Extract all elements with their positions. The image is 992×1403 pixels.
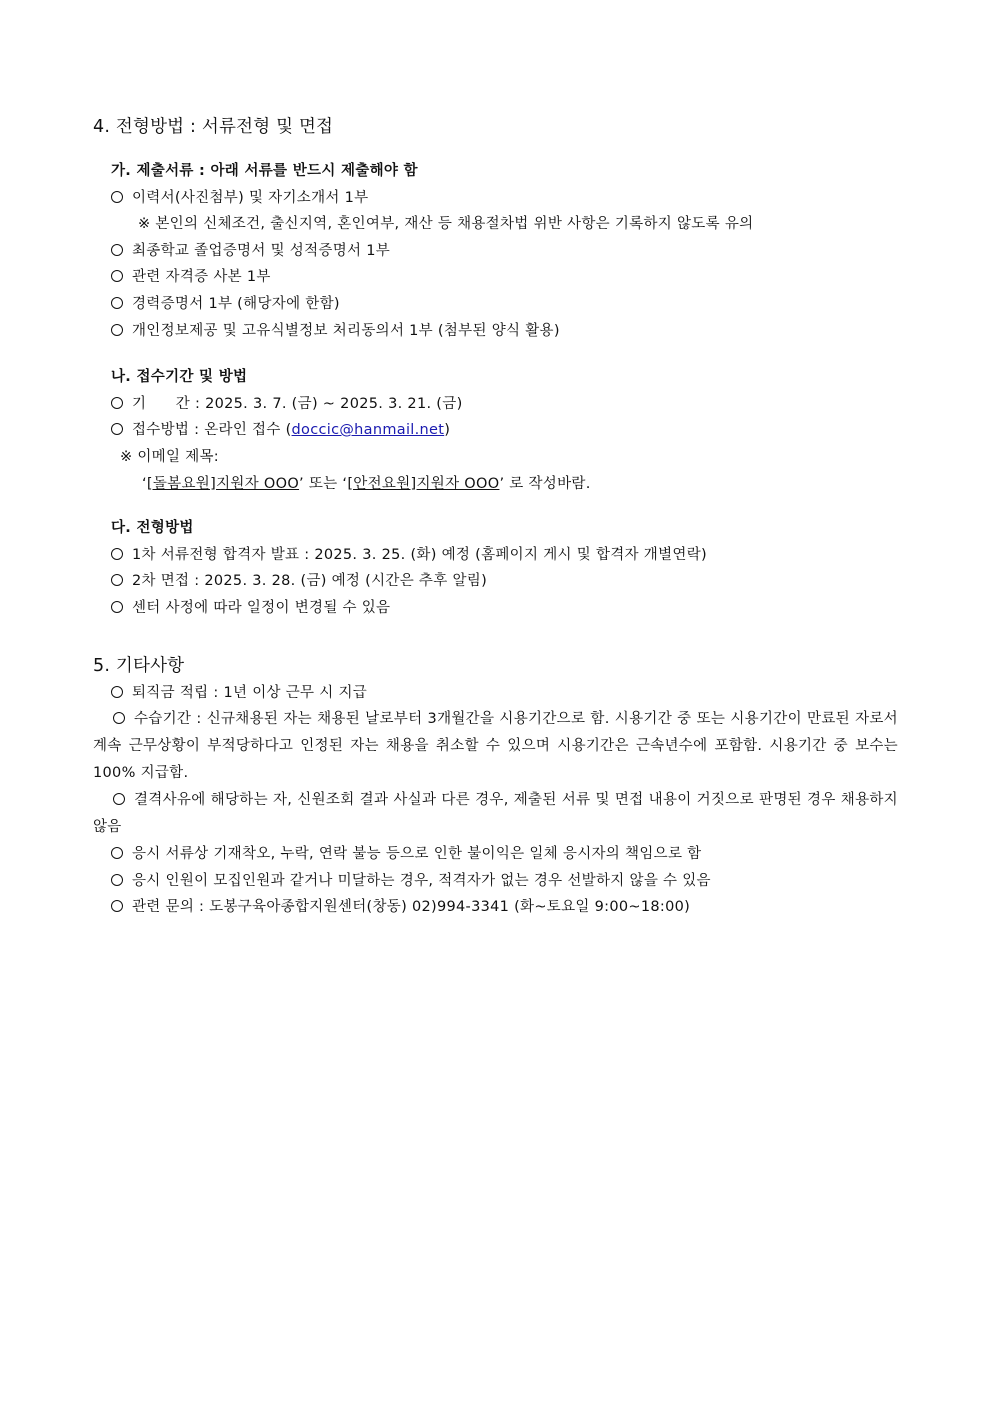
list-item: 응시 인원이 모집인원과 같거나 미달하는 경우, 적격자가 없는 경우 선발하지 않을 수 있음 (111, 872, 711, 890)
note-text: ※ 이메일 제목: (120, 449, 219, 465)
list-item: 최종학교 졸업증명서 및 성적증명서 1부 (111, 242, 390, 260)
circle-bullet-icon (111, 297, 123, 309)
list-item: 퇴직금 적립 : 1년 이상 근무 시 지급 (111, 684, 367, 702)
email-subject-example: ‘[돌봄요원]지원자 OOO’ 또는 ‘[안전요원]지원자 OOO’ 로 작성바람. (142, 476, 591, 492)
circle-bullet-icon (111, 601, 123, 613)
section-4-title: 4. 전형방법 : 서류전형 및 면접 (93, 117, 334, 137)
circle-bullet-icon (111, 900, 123, 912)
list-item: 응시 서류상 기재착오, 누락, 연락 불능 등으로 인한 불이익은 일체 응시자의 책임으로 함 (111, 845, 701, 863)
paragraph-item: 수습기간 : 신규채용된 자는 채용된 날로부터 3개월간을 시용기간으로 함. 시용기간 중 또는 시용기간이 만료된 자로서 계속 근무상황이 부적당하다고 인정된 자는 채용을 취소할 수 있으며 시용기간은 근속년수에 포함함. 시용기간 중 보수는 100% 지급함. (93, 711, 898, 781)
circle-bullet-icon (111, 423, 123, 435)
subsection-c-title: 다. 전형방법 (111, 520, 194, 536)
list-item: 기 간 : 2025. 3. 7. (금) ~ 2025. 3. 21. (금) (111, 395, 463, 413)
list-item: 1차 서류전형 합격자 발표 : 2025. 3. 25. (화) 예정 (홈페이지 게시 및 합격자 개별연락) (111, 546, 707, 564)
email-link[interactable]: doccic@hanmail.net (291, 422, 445, 438)
circle-bullet-icon (111, 191, 123, 203)
list-item: 개인정보제공 및 고유식별정보 처리동의서 1부 (첨부된 양식 활용) (111, 322, 560, 340)
circle-bullet-icon (113, 793, 125, 805)
subsection-a-title: 가. 제출서류 : 아래 서류를 반드시 제출해야 함 (111, 163, 418, 179)
list-item: 관련 자격증 사본 1부 (111, 268, 271, 286)
list-item: 관련 문의 : 도봉구육아종합지원센터(창동) 02)994-3341 (화~토요일 9:00~18:00) (111, 898, 690, 916)
circle-bullet-icon (111, 874, 123, 886)
circle-bullet-icon (111, 324, 123, 336)
paragraph-item: 결격사유에 해당하는 자, 신원조회 결과 사실과 다른 경우, 제출된 서류 및 면접 내용이 거짓으로 판명된 경우 채용하지 않음 (93, 792, 898, 835)
circle-bullet-icon (111, 574, 123, 586)
circle-bullet-icon (111, 244, 123, 256)
list-item: 이력서(사진첨부) 및 자기소개서 1부 (111, 189, 368, 207)
list-item: 2차 면접 : 2025. 3. 28. (금) 예정 (시간은 추후 알림) (111, 572, 487, 590)
circle-bullet-icon (111, 397, 123, 409)
list-item: 경력증명서 1부 (해당자에 한함) (111, 295, 340, 313)
circle-bullet-icon (111, 686, 123, 698)
circle-bullet-icon (111, 270, 123, 282)
list-item: 센터 사정에 따라 일정이 변경될 수 있음 (111, 599, 390, 617)
list-item: 접수방법 : 온라인 접수 (doccic@hanmail.net) (111, 421, 450, 439)
circle-bullet-icon (113, 712, 125, 724)
section-5-title: 5. 기타사항 (93, 656, 185, 676)
circle-bullet-icon (111, 548, 123, 560)
circle-bullet-icon (111, 847, 123, 859)
subsection-b-title: 나. 접수기간 및 방법 (111, 369, 248, 385)
note-text: ※ 본인의 신체조건, 출신지역, 혼인여부, 재산 등 채용절차법 위반 사항은 기록하지 않도록 유의 (138, 216, 754, 232)
